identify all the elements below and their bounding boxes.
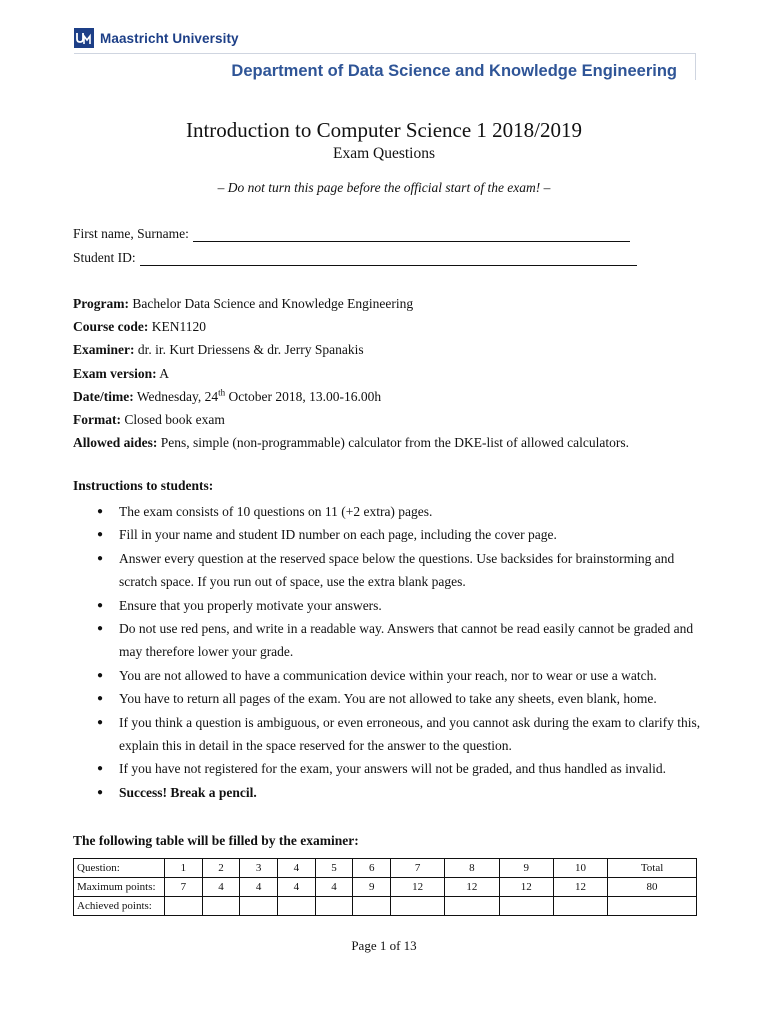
name-label: First name, Surname: [73, 226, 189, 241]
table-cell: 12 [445, 878, 499, 897]
list-item: ● If you have not registered for the exam, your answers will not be graded, and thus handled as invalid. [73, 757, 713, 780]
table-row [74, 859, 697, 878]
name-field[interactable] [73, 226, 630, 242]
table-cell: 2 [202, 859, 240, 878]
bullet-icon: ● [97, 669, 104, 681]
instructions-list [73, 500, 713, 804]
table-cell: 3 [240, 859, 278, 878]
table-row-label: Question: [74, 859, 165, 878]
table-cell: 4 [278, 878, 316, 897]
department-header [74, 53, 696, 80]
table-cell: 12 [499, 878, 553, 897]
table-cell: 5 [315, 859, 353, 878]
exam-info [73, 292, 629, 454]
bullet-icon: ● [97, 623, 104, 635]
table-cell: 7 [391, 859, 445, 878]
bullet-icon: ● [97, 529, 104, 541]
program-row: Program: Bachelor Data Science and Knowledge Engineering [73, 296, 414, 311]
table-cell[interactable] [553, 897, 607, 916]
table-cell: 4 [278, 859, 316, 878]
bullet-icon: ● [97, 599, 104, 611]
table-row-label: Achieved points: [74, 897, 165, 916]
bullet-icon: ● [97, 786, 104, 798]
bullet-icon: ● [97, 506, 104, 517]
exam-version-row: Exam version: A [73, 365, 170, 381]
date-time-row: Date/time: Wednesday, 24th October 2018, 13.00-16.00h [73, 387, 382, 404]
department-name: Department of Data Science and Knowledge Engineering [231, 62, 677, 80]
um-logo-icon [74, 28, 94, 48]
table-cell: 7 [165, 878, 203, 897]
table-cell: 80 [608, 878, 697, 897]
list-item-success: ● Success! Break a pencil. [73, 781, 713, 804]
table-cell: 12 [391, 878, 445, 897]
warning-text: – Do not turn this page before the official start of the exam! – [217, 180, 551, 195]
table-cell[interactable] [202, 897, 240, 916]
table-cell: 1 [165, 859, 203, 878]
bullet-icon: ● [97, 552, 104, 564]
list-item: ● You have to return all pages of the exam. You are not allowed to take any sheets, even blank, home. [73, 687, 713, 710]
table-cell[interactable] [391, 897, 445, 916]
page-number: Page 1 of 13 [351, 938, 417, 953]
list-item: ● Fill in your name and student ID number on each page, including the cover page. [73, 523, 713, 546]
table-cell: Total [608, 859, 697, 878]
table-cell: 9 [353, 878, 391, 897]
table-cell[interactable] [608, 897, 697, 916]
format-row: Format: Closed book exam [73, 412, 225, 428]
instructions-title: Instructions to students: [73, 478, 214, 493]
list-item: ● Answer every question at the reserved space below the questions. Use backsides for brainstorming and scratch space. If you run out of space, use the extra blank pages. [73, 547, 713, 594]
table-cell: 9 [499, 859, 553, 878]
table-cell: 12 [553, 878, 607, 897]
table-cell[interactable] [278, 897, 316, 916]
table-cell: 10 [553, 859, 607, 878]
score-table [73, 858, 697, 916]
list-item: ● You are not allowed to have a communication device within your reach, nor to wear or use a watch. [73, 664, 713, 687]
table-cell: 4 [202, 878, 240, 897]
table-cell[interactable] [445, 897, 499, 916]
student-id-field[interactable] [73, 250, 637, 266]
table-cell: 6 [353, 859, 391, 878]
examiner-row: Examiner: dr. ir. Kurt Driessens & dr. Jerry Spanakis [73, 342, 364, 358]
table-cell: 4 [240, 878, 278, 897]
page-title: Introduction to Computer Science 1 2018/2019 [185, 118, 583, 142]
student-id-label: Student ID: [73, 250, 136, 265]
allowed-aides-row: Allowed aides: Pens, simple (non-programmable) calculator from the DKE-list of allowed calculators. [73, 435, 629, 451]
list-item: ● Do not use red pens, and write in a readable way. Answers that cannot be read easily cannot be graded and may therefore lower your grade. [73, 617, 713, 664]
course-code-row: Course code: KEN1120 [73, 319, 206, 335]
bullet-icon: ● [97, 693, 104, 705]
table-cell[interactable] [240, 897, 278, 916]
list-item: ● The exam consists of 10 questions on 11 (+2 extra) pages. [73, 500, 713, 523]
student-id-line[interactable] [140, 253, 637, 266]
page-subtitle: Exam Questions [332, 145, 436, 162]
table-cell[interactable] [315, 897, 353, 916]
table-cell[interactable] [353, 897, 391, 916]
table-cell: 4 [315, 878, 353, 897]
table-row [74, 878, 697, 897]
table-cell[interactable] [165, 897, 203, 916]
table-cell[interactable] [499, 897, 553, 916]
university-logo [74, 27, 239, 49]
bullet-icon: ● [97, 716, 104, 728]
score-table-title: The following table will be filled by the examiner: [73, 833, 359, 848]
table-row [74, 897, 697, 916]
university-name: Maastricht University [100, 30, 239, 46]
table-cell: 8 [445, 859, 499, 878]
bullet-icon: ● [97, 763, 104, 775]
list-item: ● If you think a question is ambiguous, or even erroneous, and you cannot ask during the exam to clarify this, explain this in detail in the space reserved for the answer to the question. [73, 711, 713, 758]
name-line[interactable] [193, 229, 630, 242]
table-row-label: Maximum points: [74, 878, 165, 897]
list-item: ● Ensure that you properly motivate your answers. [73, 594, 713, 617]
